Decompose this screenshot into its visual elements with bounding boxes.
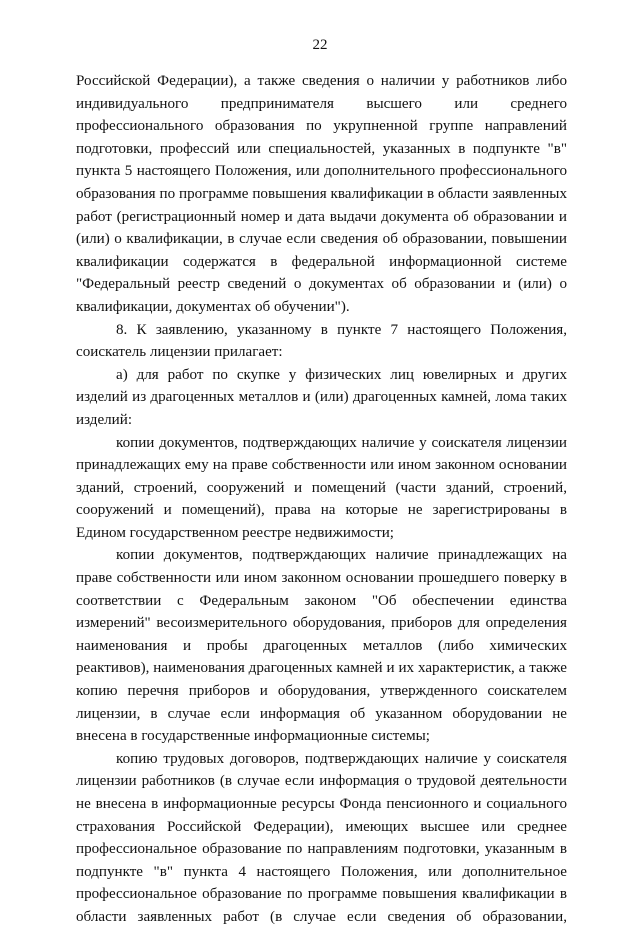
paragraph-4: копии документов, подтверждающих наличие у соискателя лицензии принадлежащих ему на праве собственности или ином законном основании зданий, строений, сооружений и помещений (части зданий, строений, сооружений и помещений), права на которые не зарегистрированы в Едином государственном реестре недвижимости; [76, 434, 567, 541]
paragraph-6: копию трудовых договоров, подтверждающих наличие у соискателя лицензии работников (в случае если информация о трудовой деятельности не внесена в информационные ресурсы Фонда пенсионного и социального страхования Российской Федерации), имеющих высшее или среднее профессиональное образование по направлениям подготовки, указанным в подпункте "в" пункта 4 настоящего Положения, или дополнительное профессиональное образование по программе повышения квалификации в области заявленных работ (в случае если сведения об образовании, [76, 750, 567, 925]
paragraph-1: Российской Федерации), а также сведения о наличии у работников либо индивидуального предпринимателя высшего или среднего профессионального образования по укрупненной группе направлений подготовки, профессий или специальностей, указанных в подпункте "в" пункта 5 настоящего Положения, или дополнительного профессионального образования по программе повышения квалификации в области заявленных работ (регистрационный номер и дата выдачи документа об образовании и (или) о квалификации, в случае если сведения об образовании, повышении квалификации содержатся в федеральной информационной системе "Федеральный реестр сведений о документах об образовании и (или) о квалификации, документах об обучении"). [76, 73, 567, 315]
document-body [76, 70, 567, 929]
paragraph-3: а) для работ по скупке у физических лиц ювелирных и других изделий из драгоценных металлов и (или) драгоценных камней, лома таких изделий: [76, 366, 567, 428]
paragraph-2: 8. К заявлению, указанному в пункте 7 настоящего Положения, соискатель лицензии прилагает: [76, 321, 567, 361]
page-number: 22 [312, 37, 328, 53]
paragraph-5: копии документов, подтверждающих наличие принадлежащих на праве собственности или ином законном основании прошедшего поверку в соответствии с Федеральным законом "Об обеспечении единства измерений" весоизмерительного оборудования, приборов для определения наименования и пробы драгоценных металлов (либо химических реактивов), наименования драгоценных камней и их характеристик, а также копию перечня приборов и оборудования, утвержденного соискателем лицензии, в случае если информация об указанном оборудовании не внесена в государственные информационные системы; [76, 547, 567, 745]
